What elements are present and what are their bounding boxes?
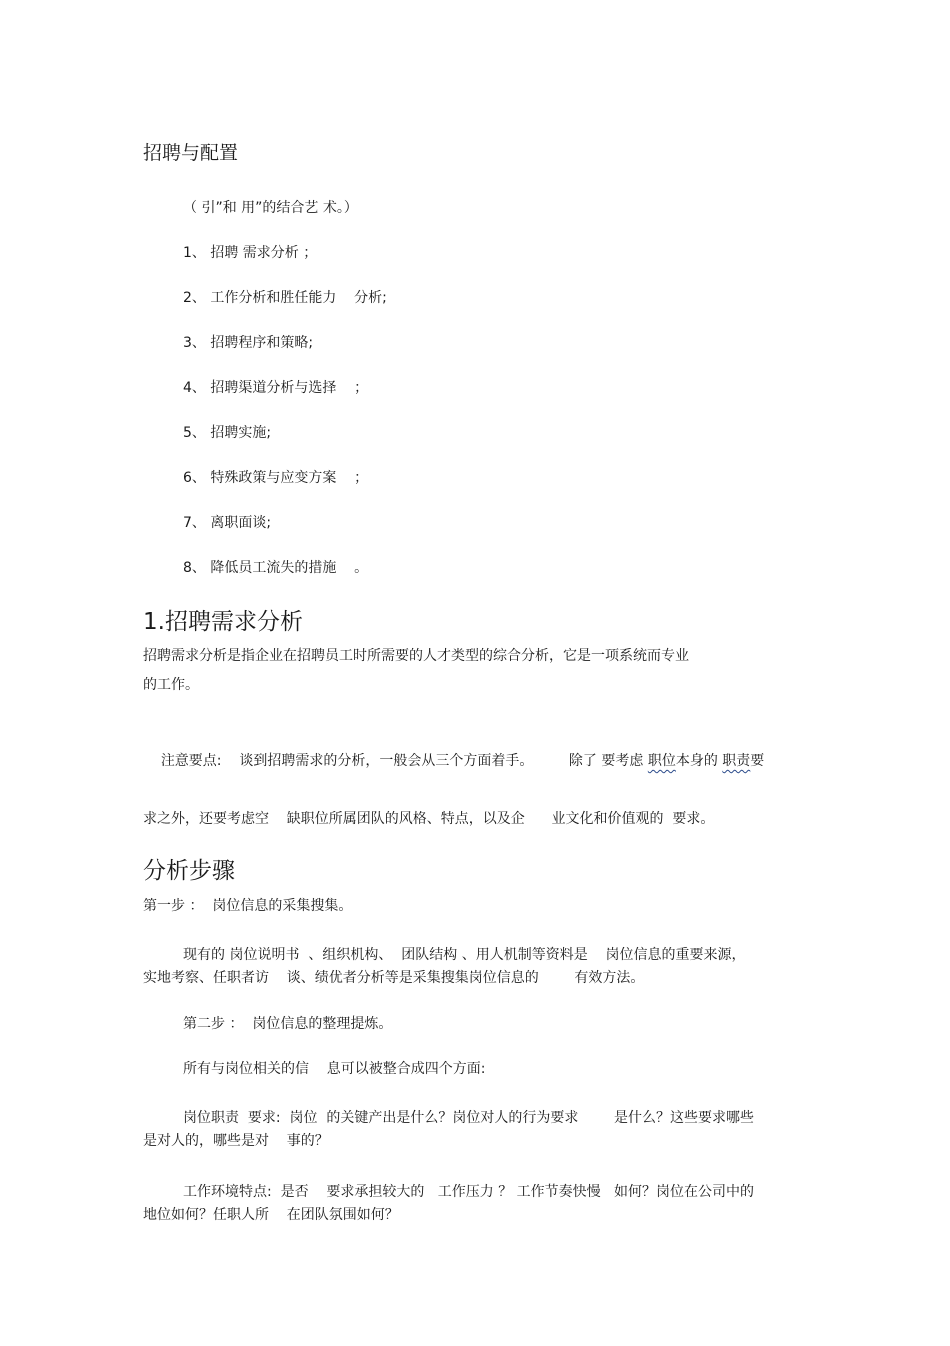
spellcheck-word-position[interactable]: 职位 — [647, 753, 676, 769]
section1-para-line2: 的工作。 — [143, 677, 199, 693]
note-text-c: 要 — [750, 753, 765, 769]
toc-item-7: 7、 离职面谈; — [183, 515, 272, 531]
intro-line: （ 引”和 用”的结合艺 术。） — [183, 200, 358, 216]
section1-para-line1: 招聘需求分析是指企业在招聘员工时所需要的人才类型的综合分析，它是一项系统而专业 — [143, 648, 689, 664]
note-text-a: 注意要点: 谈到招聘需求的分析，一般会从三个方面着手。 除了 要考虑 — [160, 753, 648, 769]
toc-item-6: 6、 特殊政策与应变方案 ； — [183, 470, 369, 486]
para4-line1: 工作环境特点: 是否 要求承担较大的 工作压力 ？ 工作节奏快慢 如何？岗位在公司中的 — [183, 1184, 755, 1200]
toc-item-4: 4、 招聘渠道分析与选择 ； — [183, 380, 369, 396]
spellcheck-word-duty[interactable]: 职责 — [722, 753, 751, 769]
toc-item-2: 2、 工作分析和胜任能力 分析; — [183, 290, 387, 306]
section2-heading: 分析步骤 — [143, 858, 235, 884]
para1-line1: 现有的 岗位说明书 、组织机构、 团队结构 、用人机制等资料是 岗位信息的重要来源， — [183, 947, 746, 963]
toc-item-3: 3、 招聘程序和策略; — [183, 335, 314, 351]
toc-item-5: 5、 招聘实施; — [183, 425, 272, 441]
step2-line: 第二步 ： 岗位信息的整理提炼。 — [183, 1016, 393, 1032]
para4-line2: 地位如何？任职人所 在团队氛围如何？ — [143, 1207, 399, 1223]
note-text-b: 本身的 — [675, 753, 723, 769]
para2-line: 所有与岗位相关的信 息可以被整合成四个方面: — [183, 1061, 486, 1077]
para3-line2: 是对人的，哪些是对 事的？ — [143, 1133, 329, 1149]
note-line2: 求之外，还要考虑空 缺职位所属团队的风格、特点，以及企 业文化和价值观的 要求。 — [143, 811, 715, 827]
section1-heading: 1.招聘需求分析 — [143, 609, 303, 635]
toc-item-1: 1、 招聘 需求分析 ； — [183, 245, 318, 261]
doc-title: 招聘与配置 — [143, 142, 239, 164]
step1-line: 第一步 ： 岗位信息的采集搜集。 — [143, 898, 353, 914]
note-line1 — [143, 734, 764, 788]
para1-line2: 实地考察、任职者访 谈、绩优者分析等是采集搜集岗位信息的 有效方法。 — [143, 970, 645, 986]
para3-line1: 岗位职责 要求: 岗位 的关键产出是什么？岗位对人的行为要求 是什么？这些要求哪些 — [183, 1110, 755, 1126]
toc-item-8: 8、 降低员工流失的措施 。 — [183, 560, 369, 576]
